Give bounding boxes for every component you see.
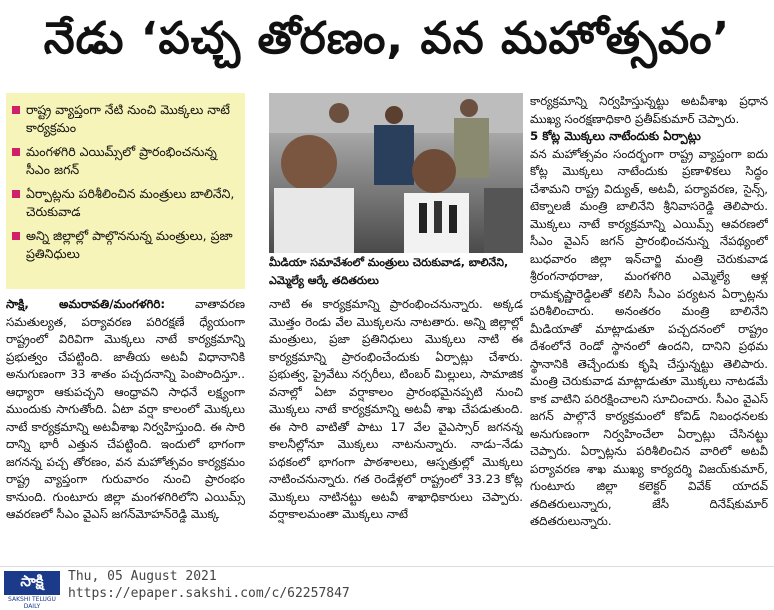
edition-date: Thu, 05 August 2021 (68, 569, 217, 584)
column-2-text: నాటి ఈ కార్యక్రమాన్ని ప్రారంభించనున్నారు. అక్కడ మొత్తం రెండు వేల మొక్కలను నాటతారు. అన్ని జిల్లాల్లో మంత్రులు, ప్రజా ప్రతినిధులు మొక్కలు నాటి ఈ కార్యక్రమాన్ని ప్రారంభించేందుకు ఏర్పాట్లు చేశారు. ప్రభుత్వ, ప్రైవేటు నర్సరీలు, టింబర్‌ మిల్లులు, సామాజిక వనాల్లో ఏటా వర్షాకాలం ప్రారంభమైనప్పటి నుంచి మొక్కలు నాటే కార్యక్రమాన్ని అటవీ శాఖ చేపడుతుంది. ఈ సారి వాటితో పాటు 17 వేల వైఎస్సార్‌ జగనన్న కాలనీల్లోనూ మొక్కలు నాటనున్నారు. నాడు–నేడు పథకంలో భాగంగా పాఠశాలలు, ఆస్పత్రుల్లో మొక్కలు నాటించనున్నారు. గత రెండేళ్లలో రాష్ట్రంలో 33.23 కోట్ల మొక్కలు నాటినట్టు అటవీ శాఖాధికారులు చెప్పారు. వర్షాకాలమంతా మొక్కలు నాటే (269, 297, 523, 521)
highlight-text: మంగళగిరి ఎయిమ్స్‌లో ప్రారంభించనున్న సీఎం జగన్‌ (26, 144, 217, 177)
column-3 (530, 93, 768, 564)
column-3-text-top: కార్యక్రమాన్ని నిర్వహిస్తున్నట్టు అటవీశాఖ ప్రధాన ముఖ్య సంరక్షణాధికారి ప్రతీప్‌కుమార్‌ చెప్పారు. (530, 94, 768, 126)
column-1 (6, 296, 245, 564)
dateline: సాక్షి, అమరావతి/మంగళగిరి: (6, 297, 166, 311)
press-meet-illustration (269, 93, 523, 253)
footer (0, 566, 774, 610)
column-3-text-bottom: వన మహోత్సవం సందర్భంగా రాష్ట్ర వ్యాప్తంగా ఐదు కోట్ల మొక్కలు నాటేందుకు ప్రణాళికలు సిద్ధం చేశామని రాష్ట్ర విద్యుత్‌, అటవీ, పర్యావరణ, సైన్స్‌, టెక్నాలజీ మంత్రి బాలినేని శ్రీనివాసరెడ్డి తెలిపారు. మొక్కలు నాటే కార్యక్రమాన్ని ఎయిమ్స్‌ ఆవరణలో సీఎం వైఎస్‌ జగన్‌ ప్రారంభించనున్న నేపథ్యంలో బుధవారం జిల్లా ఇన్‌చార్జి మంత్రి చెరుకువాడ శ్రీరంగనాథరాజు, మంగళగిరి ఎమ్మెల్యే ఆళ్ల రామకృష్ణారెడ్డిలతో కలిసి సీఎం పర్యటన ఏర్పాట్లను పరిశీలించారు. అనంతరం మంత్రి బాలినేని మీడియాతో మాట్లాడుతూ పచ్చదనంలో రాష్ట్రం దేశంలోనే రెండో స్థానంలో ఉందని, దానిని ప్రథమ స్థానానికి తెచ్చేందుకు కృషి చేస్తున్నట్టు తెలిపారు. మంత్రి చెరుకువాడ మాట్లాడుతూ మొక్కలు నాటడమే కాక వాటిని పరిరక్షించాలని సూచించారు. సీఎం వైఎస్‌ జగన్‌ పాల్గొనే కార్యక్రమంలో కోవిడ్‌ నిబంధనలకు అనుగుణంగా నిర్వహించేలా ఏర్పాట్లు చేసినట్టు చెప్పారు. ఏర్పాట్లను పరిశీలించిన వారిలో అటవీ పర్యావరణ శాఖ ముఖ్య కార్యదర్శి విజయ్‌కుమార్‌, గుంటూరు జిల్లా కలెక్టర్‌ వివేక్‌ యాదవ్‌ తదితరులున్నారు, జేసీ దినేష్‌కుమార్‌ తదితరులున్నారు. (530, 146, 768, 528)
sakshi-logo[interactable] (4, 571, 60, 610)
bullet-icon (12, 190, 20, 198)
column-1-text: వాతావరణ సమతుల్యత, పర్యావరణ పరిరక్షణే ధ్యేయంగా రాష్ట్రంలో విరివిగా మొక్కలు నాటే కార్యక్రమాన్ని ప్రభుత్వం చేపట్టింది. జాతీయ అటవీ విధానానికి అనుగుణంగా 33 శాతం పచ్చదనాన్ని పెంపొందిస్తూ.. ఆధ్యారా ఆకుపచ్చని ఆంధ్రావని సాధనే లక్ష్యంగా ముందుకు సాగుతోంది. ఏటా వర్షా కాలంలో మొక్కలు నాటే కార్యక్రమాన్ని అటవీశాఖ నిర్వహిస్తుంది. ఈ సారి దాన్ని భారీ ఎత్తున చేపట్టింది. ఇందులో భాగంగా జగనన్న పచ్చ తోరణం, వన మహోత్సవం కార్యక్రమం రాష్ట్ర వ్యాప్తంగా గురువారం నుంచి ప్రారంభం కానుంది. గుంటూరు జిల్లా మంగళగిరిలోని ఎయిమ్స్‌ ఆవరణలో సీఎం వైఎస్‌ జగన్‌మోహన్‌రెడ్డి మొక్క (6, 297, 245, 521)
photo-caption: మీడియా సమావేశంలో మంత్రులు చెరుకువాడ, బాలినేని, ఎమ్మెల్యే ఆర్కే తదితరులు (269, 256, 509, 287)
epaper-link[interactable]: https://epaper.sakshi.com/c/62257847 (68, 586, 350, 601)
subheading: 5 కోట్ల మొక్కలు నాటేందుకు ఏర్పాట్లు (530, 129, 701, 143)
column-2 (269, 296, 523, 564)
highlight-item (12, 227, 239, 263)
highlight-item (12, 185, 239, 221)
bullet-icon (12, 148, 20, 156)
bullet-icon (12, 106, 20, 114)
highlight-text: రాష్ట్ర వ్యాప్తంగా నేటి నుంచి మొక్కలు నాటే కార్యక్రమం (26, 102, 230, 135)
bullet-icon (12, 232, 20, 240)
highlights-box (6, 93, 245, 289)
headline: నేడు ‘పచ్చ తోరణం, వన మహోత్సవం’ (43, 13, 731, 64)
highlight-item (12, 143, 239, 179)
highlight-text: అన్ని జిల్లాల్లో పాల్గొననున్న మంత్రులు, ప్రజా ప్రతినిధులు (26, 228, 233, 261)
highlight-text: ఏర్పాట్లను పరిశీలించిన మంత్రులు బాలినేని, చెరుకువాడ (26, 186, 235, 219)
highlight-item (12, 101, 239, 137)
logo-text: సాక్షి (4, 571, 60, 595)
logo-subtext: SAKSHI TELUGU DAILY (8, 596, 56, 610)
news-photo (269, 93, 523, 253)
